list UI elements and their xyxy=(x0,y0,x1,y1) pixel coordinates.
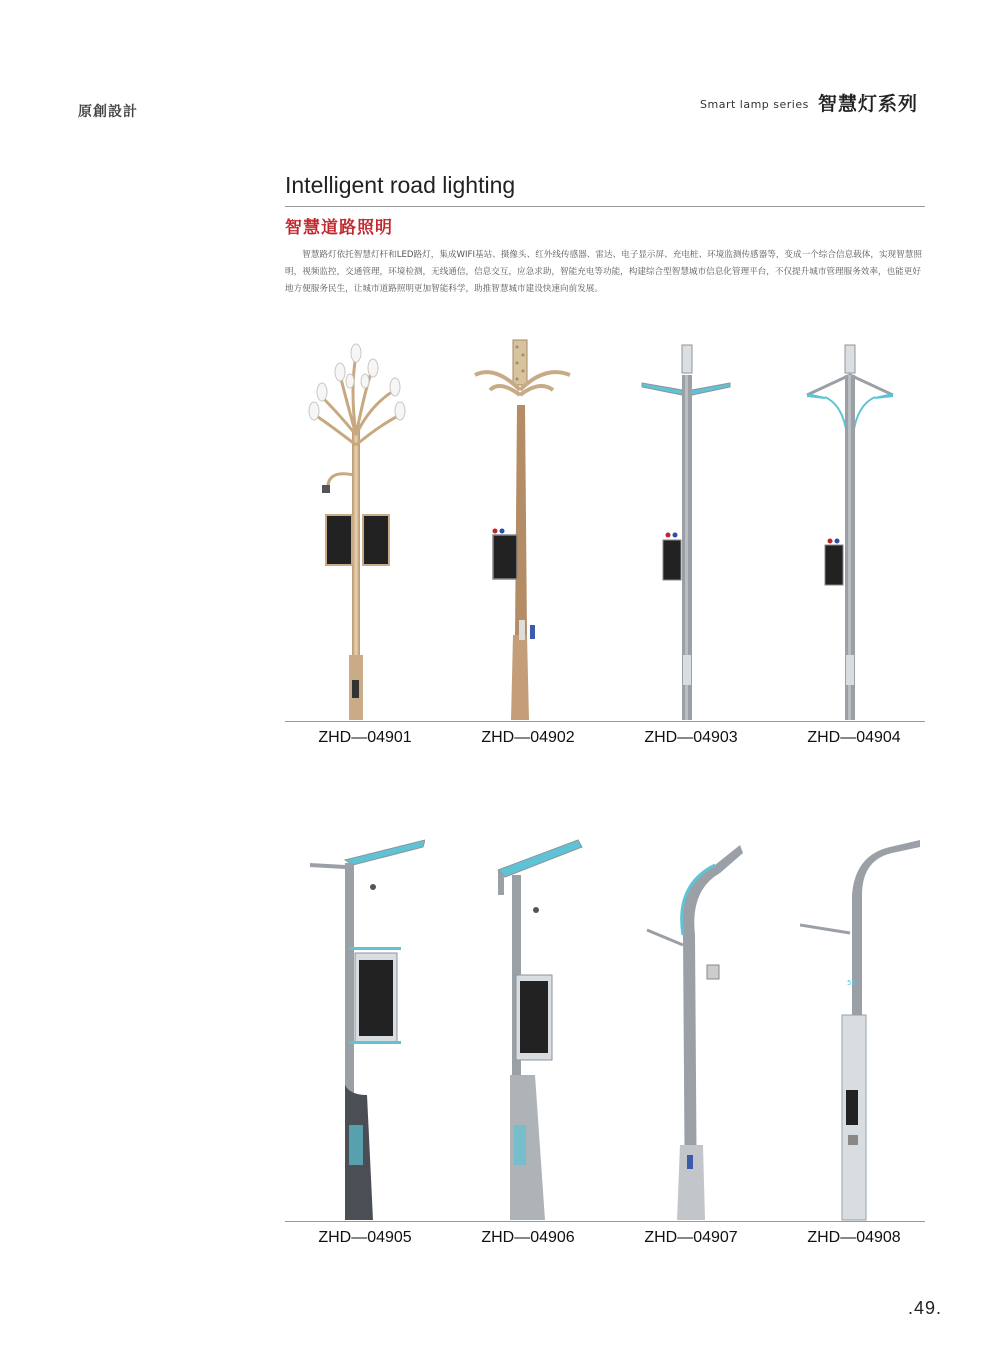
product-model-04901: ZHD—04901 xyxy=(318,729,412,746)
product-image-04905 xyxy=(305,835,425,1223)
series-name-en: Smart lamp series xyxy=(700,98,809,111)
section-title-cn: 智慧道路照明 xyxy=(285,218,393,238)
product-model-04902: ZHD—04902 xyxy=(481,729,575,746)
product-image-04901 xyxy=(300,335,420,723)
product-image-04908 xyxy=(800,835,920,1223)
product-image-04903 xyxy=(630,335,750,723)
row-divider-1 xyxy=(285,721,925,722)
product-image-04906 xyxy=(470,835,590,1223)
series-name-cn: 智慧灯系列 xyxy=(818,93,919,115)
product-model-04907: ZHD—04907 xyxy=(644,1229,738,1246)
page-number: .49. xyxy=(908,1298,943,1318)
product-model-04905: ZHD—04905 xyxy=(318,1229,412,1246)
product-model-04903: ZHD—04903 xyxy=(644,729,738,746)
product-image-04902 xyxy=(465,335,585,723)
product-image-04904 xyxy=(795,335,915,723)
section-description: 智慧路灯依托智慧灯杆和LED路灯，集成WIFI基站、摄像头、红外线传感器、雷达、电子显示屏、充电桩、环境监测传感器等，变成一个综合信息载体，实现智慧照明，视频监控，交通管理，环境检测，无线通信，信息交互，应急求助，智能充电等功能，构建综合型智慧城市信息化管理平台，不仅提升城市管理服务效率，也能更好地方便服务民生，让城市道路照明更加智能科学，助推智慧城市建设快速向前发展。 xyxy=(285,250,922,294)
product-model-04904: ZHD—04904 xyxy=(807,729,901,746)
brand-tag: 原創設計 xyxy=(78,104,138,120)
section-title-en: Intelligent road lighting xyxy=(285,172,516,198)
product-model-04908: ZHD—04908 xyxy=(807,1229,901,1246)
product-model-04906: ZHD—04906 xyxy=(481,1229,575,1246)
row-divider-2 xyxy=(285,1221,925,1222)
title-divider xyxy=(285,206,925,207)
product-image-04907 xyxy=(635,835,755,1223)
svg-text:5G: 5G xyxy=(847,979,857,987)
